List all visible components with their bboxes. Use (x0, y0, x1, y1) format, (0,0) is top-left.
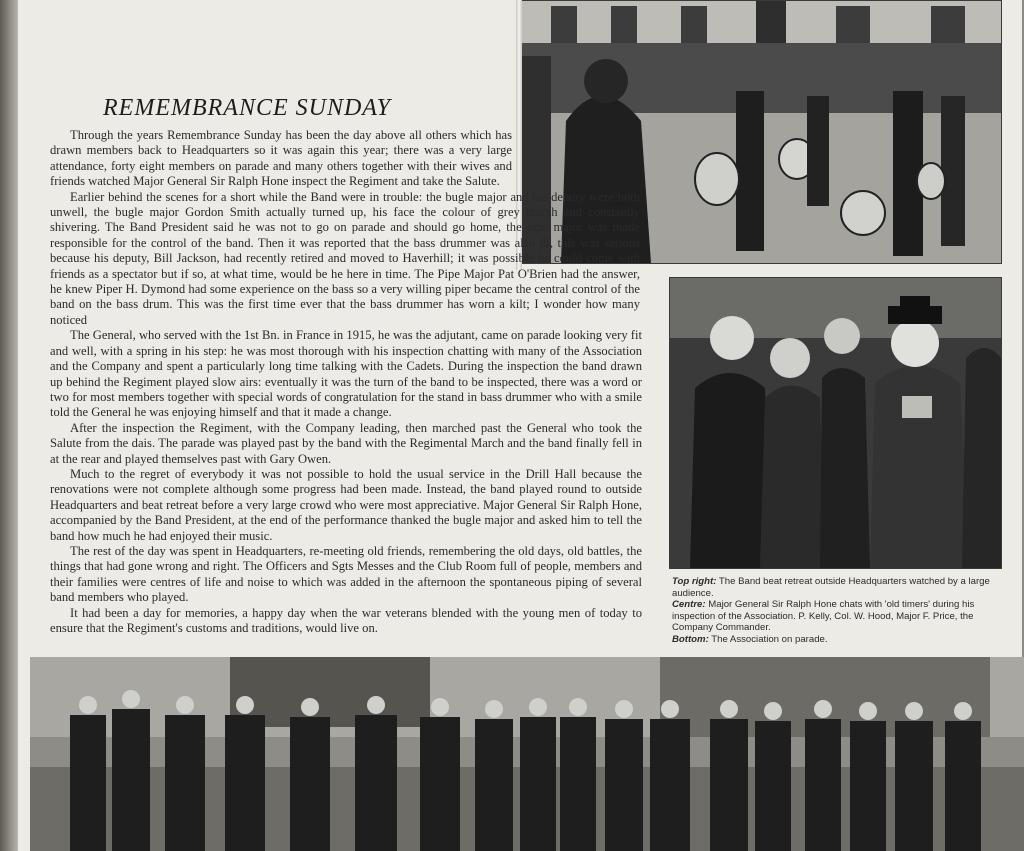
article-paragraph: After the inspection the Regiment, with the Company leading, then marched past the General who took the Salute from the dais. The parade was played past by the band with the Regimental March and the band finally fell in at the rear and played themselves past with Gary Owen. (50, 420, 642, 466)
article-title: REMEMBRANCE SUNDAY (103, 95, 391, 121)
article-body (50, 128, 642, 636)
caption-bottom-text: The Association on parade. (711, 633, 828, 645)
caption-bottom (672, 634, 997, 646)
caption-top-text: The Band beat retreat outside Headquarters watched by a large audience. (672, 576, 990, 599)
article-paragraph: Much to the regret of everybody it was not possible to hold the usual service in the Drill Hall because the renovations were not complete although some progress had been made. Instead, the band played round to outside Headquarters and beat retreat before a very large crowd who were most appreciative. Major General Sir Ralph Hone, accompanied by the Band President, at the end of the performance thanked the bugle major and asked him to tell the band how much he had enjoyed their music. (50, 466, 642, 543)
caption-centre-text: Major General Sir Ralph Hone chats with 'old timers' during his inspection of the Association. P. Kelly, Col. W. Hood, Major F. Price, the Company Commander. (672, 599, 975, 634)
article-paragraph: It had been a day for memories, a happy day when the war veterans blended with the young men of today to ensure that the Regiment's customs and traditions, would live on. (50, 605, 642, 635)
caption-centre (672, 599, 997, 634)
general-inspection-photo (669, 277, 1002, 569)
article-paragraph: The rest of the day was spent in Headquarters, re-meeting old friends, remembering the old days, old battles, the things that had gone wrong and right. The Officers and Sgts Messes and the Club Room full of people, members and their families were centres of life and noise to which was added in the afternoon the spontaneous piping of several band members who played. (50, 543, 642, 605)
caption-bottom-label: Bottom: (672, 633, 709, 645)
page-binding-shadow (0, 0, 18, 851)
association-parade-photo (30, 657, 1024, 851)
caption-centre-label: Centre: (672, 599, 706, 611)
caption-top-label: Top right: (672, 576, 717, 587)
article-paragraph: Through the years Remembrance Sunday has been the day above all others which has drawn members back to Headquarters so it was again this year; there was a very large attendance, forty eight members on parade and many others together with their wives and friends watched Major General Sir Ralph Hone inspect the Regiment and take the Salute. (50, 128, 512, 189)
article-paragraph: Earlier behind the scenes for a short while the Band were in trouble: the bugle major and his deputy were both unwell, the bugle major Gordon Smith actually turned up, his face the colour of grey dough and constantly shivering. The Band President said he was not to go on parade and should go home, the pipe major was made responsible for the control of the band. Then it was reported that the bass drummer was also ill, this was serious because his deputy, Bill Jackson, had recently retired and moved to Haverhill; it was possible he could come with friends as a spectator but if so, at what time, would be he here in time. The Pipe Major Pat O'Brien had the answer, he knew Piper H. Dymond had some experience on the bass so a very willing piper became the central control of the band on the bass drum. This was the first time ever that the bass drummer has worn a kilt; I wonder how many noticed (50, 189, 640, 327)
photo-captions (672, 576, 997, 646)
article-paragraph: The General, who served with the 1st Bn. in France in 1915, he was the adjutant, came on parade looking very fit and well, with a spring in his step: he was most thorough with his inspection chatting with many of the Association and the Company and spent a particularly long time talking with the Cadets. During the inspection the band drawn up behind the Regiment played slow airs: eventually it was the turn of the band to be inspected, there was a word or two for most members together with special words of congratulation for the stand in bass drummer who with a smile told the General he was enjoying himself and that it made a change. (50, 328, 642, 420)
caption-top (672, 576, 997, 599)
